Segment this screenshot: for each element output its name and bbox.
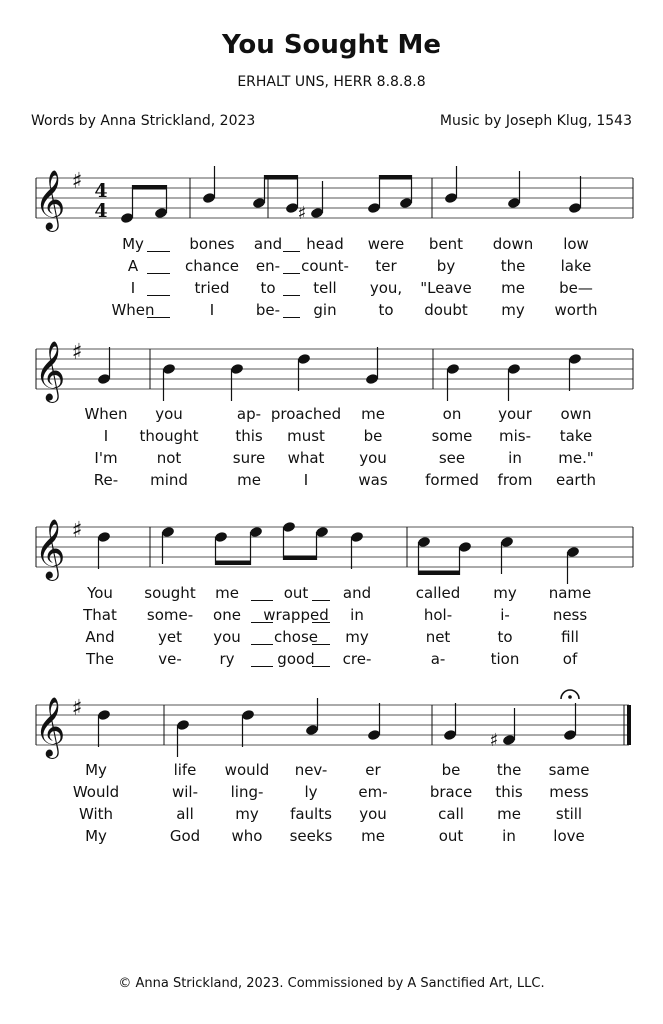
lyric-syllable: name <box>548 584 592 602</box>
lyric-extender-line <box>283 273 300 274</box>
lyric-syllable: on <box>442 405 462 423</box>
lyric-syllable: my <box>235 805 259 823</box>
key-signature-sharp-icon: ♯ <box>71 169 83 194</box>
lyric-syllable: and <box>253 235 283 253</box>
lyric-syllable: gin <box>313 301 337 319</box>
lyric-syllable: me." <box>558 449 594 467</box>
lyric-syllable: low <box>563 235 589 253</box>
lyric-syllable: chose <box>274 628 318 646</box>
lyric-syllable: formed <box>425 471 479 489</box>
key-signature-sharp-icon: ♯ <box>71 340 83 365</box>
lyric-syllable: fill <box>561 628 579 646</box>
lyric-syllable: my <box>493 584 517 602</box>
lyric-syllable: some <box>431 427 473 445</box>
copyright-notice: © Anna Strickland, 2023. Commissioned by A Sanctified Art, LLC. <box>118 976 545 991</box>
lyric-syllable: what <box>287 449 325 467</box>
lyric-syllable: nev- <box>294 761 328 779</box>
lyric-syllable: out <box>438 827 464 845</box>
lyric-syllable: bent <box>428 235 464 253</box>
lyric-syllable: from <box>497 471 533 489</box>
lyric-syllable: me <box>497 805 521 823</box>
lyric-syllable: I <box>209 301 215 319</box>
lyric-syllable: be- <box>255 301 281 319</box>
lyric-syllable: the <box>496 761 522 779</box>
lyric-syllable: proached <box>270 405 342 423</box>
lyric-syllable: love <box>553 827 585 845</box>
lyric-syllable: thought <box>139 427 199 445</box>
lyric-syllable: That <box>83 606 117 624</box>
lyric-syllable: ap- <box>236 405 262 423</box>
sharp-accidental-icon: ♯ <box>297 203 307 224</box>
lyric-syllable: I'm <box>94 449 118 467</box>
beam <box>284 556 317 561</box>
lyric-syllable: see <box>438 449 466 467</box>
lyric-syllable: When <box>111 301 155 319</box>
time-signature-bottom: 4 <box>94 200 108 222</box>
key-signature-sharp-icon: ♯ <box>71 518 83 543</box>
treble-clef-icon: 𝄞 <box>34 697 66 757</box>
beam <box>133 185 167 190</box>
lyric-syllable: I <box>103 427 109 445</box>
lyric-syllable: by <box>436 257 456 275</box>
lyric-syllable: were <box>367 235 405 253</box>
lyric-syllable: me <box>215 584 239 602</box>
lyric-syllable: sure <box>232 449 266 467</box>
lyric-syllable: my <box>501 301 525 319</box>
lyric-syllable: and <box>342 584 372 602</box>
lyric-syllable: lake <box>560 257 592 275</box>
lyric-syllable: chance <box>185 257 239 275</box>
lyric-syllable: one <box>213 606 241 624</box>
lyric-syllable: You <box>87 584 113 602</box>
lyric-syllable: seeks <box>289 827 333 845</box>
lyric-syllable: Re- <box>93 471 119 489</box>
lyric-syllable: faults <box>290 805 332 823</box>
lyric-syllable: sought <box>144 584 196 602</box>
lyric-syllable: tried <box>194 279 230 297</box>
lyric-syllable: to <box>497 628 513 646</box>
lyric-syllable: be <box>363 427 383 445</box>
lyric-extender-line <box>312 622 330 623</box>
lyric-extender-line <box>251 600 273 601</box>
lyric-syllable: mess <box>549 783 589 801</box>
lyric-syllable: My <box>85 827 107 845</box>
lyric-syllable: When <box>84 405 128 423</box>
lyric-syllable: head <box>306 235 344 253</box>
lyric-syllable: still <box>555 805 583 823</box>
beam <box>380 175 412 180</box>
lyric-syllable: to <box>260 279 276 297</box>
lyric-syllable: ve- <box>158 650 182 668</box>
lyric-syllable: I <box>130 279 136 297</box>
lyric-syllable: life <box>173 761 197 779</box>
lyric-syllable: ling- <box>230 783 264 801</box>
lyric-syllable: a- <box>430 650 446 668</box>
lyric-syllable: wrapped <box>263 606 329 624</box>
lyric-syllable: wil- <box>171 783 199 801</box>
lyric-syllable: in <box>502 827 516 845</box>
lyric-syllable: worth <box>554 301 598 319</box>
lyric-syllable: to <box>378 301 394 319</box>
lyric-extender-line <box>147 273 170 274</box>
lyric-extender-line <box>312 644 330 645</box>
lyric-syllable: em- <box>358 783 388 801</box>
lyric-syllable: this <box>495 783 523 801</box>
lyric-syllable: you <box>359 805 387 823</box>
lyric-syllable: all <box>176 805 194 823</box>
lyric-syllable: A <box>127 257 139 275</box>
lyric-syllable: down <box>492 235 534 253</box>
lyric-syllable: en- <box>255 257 281 275</box>
lyric-syllable: call <box>438 805 464 823</box>
lyric-syllable: out <box>283 584 309 602</box>
lyric-extender-line <box>283 251 300 252</box>
lyric-syllable: me <box>361 405 385 423</box>
lyric-syllable: And <box>85 628 115 646</box>
lyric-syllable: who <box>231 827 263 845</box>
lyric-extender-line <box>147 251 170 252</box>
lyric-syllable: me <box>361 827 385 845</box>
lyric-syllable: My <box>85 761 107 779</box>
lyric-syllable: my <box>345 628 369 646</box>
treble-clef-icon: 𝄞 <box>34 170 66 230</box>
lyric-syllable: tion <box>490 650 520 668</box>
lyric-extender-line <box>283 295 300 296</box>
lyric-syllable: tell <box>313 279 337 297</box>
lyric-extender-line <box>312 666 330 667</box>
music-credit: Music by Joseph Klug, 1543 <box>439 113 632 129</box>
lyric-syllable: yet <box>158 628 182 646</box>
lyric-syllable: With <box>78 805 114 823</box>
lyric-syllable: the <box>500 257 526 275</box>
lyric-syllable: er <box>365 761 381 779</box>
lyric-syllable: me <box>501 279 525 297</box>
fermata-dot <box>568 695 572 699</box>
hymn-title: You Sought Me <box>221 30 442 60</box>
lyric-syllable: ness <box>552 606 588 624</box>
lyric-syllable: must <box>287 427 325 445</box>
lyric-syllable: you, <box>369 279 403 297</box>
lyric-syllable: hol- <box>423 606 453 624</box>
lyric-syllable: same <box>548 761 590 779</box>
lyric-extender-line <box>251 622 273 623</box>
lyric-syllable: me <box>237 471 261 489</box>
lyric-syllable: "Leave <box>420 279 472 297</box>
lyric-syllable: i- <box>500 606 510 624</box>
lyric-syllable: earth <box>556 471 596 489</box>
lyric-syllable: The <box>86 650 114 668</box>
lyric-syllable: cre- <box>342 650 372 668</box>
lyric-syllable: mis- <box>498 427 532 445</box>
lyric-syllable: own <box>560 405 592 423</box>
lyric-syllable: Would <box>72 783 120 801</box>
lyric-syllable: you <box>359 449 387 467</box>
lyric-syllable: count- <box>301 257 349 275</box>
tune-name: ERHALT UNS, HERR 8.8.8.8 <box>237 74 426 90</box>
treble-clef-icon: 𝄞 <box>34 519 66 579</box>
lyric-syllable: called <box>415 584 461 602</box>
sharp-accidental-icon: ♯ <box>489 730 499 751</box>
lyric-syllable: God <box>169 827 201 845</box>
beam <box>419 571 460 576</box>
lyric-syllable: you <box>155 405 183 423</box>
time-signature-top: 4 <box>94 180 108 202</box>
lyric-syllable: be— <box>559 279 593 297</box>
treble-clef-icon: 𝄞 <box>34 341 66 401</box>
lyric-syllable: net <box>425 628 451 646</box>
lyric-syllable: not <box>156 449 182 467</box>
lyric-syllable: ly <box>304 783 318 801</box>
key-signature-sharp-icon: ♯ <box>71 696 83 721</box>
lyric-syllable: this <box>235 427 263 445</box>
final-barline <box>627 705 631 745</box>
lyric-syllable: your <box>498 405 532 423</box>
lyric-syllable: brace <box>429 783 473 801</box>
lyric-syllable: of <box>562 650 578 668</box>
lyric-extender-line <box>147 317 170 318</box>
lyric-syllable: was <box>358 471 388 489</box>
lyric-syllable: bones <box>189 235 235 253</box>
lyric-syllable: ry <box>219 650 235 668</box>
lyric-extender-line <box>251 666 273 667</box>
lyric-syllable: some- <box>146 606 194 624</box>
lyric-syllable: My <box>122 235 144 253</box>
lyric-extender-line <box>312 600 330 601</box>
lyric-syllable: take <box>559 427 593 445</box>
lyric-syllable: ter <box>375 257 397 275</box>
lyric-syllable: would <box>224 761 270 779</box>
beam <box>216 561 251 566</box>
words-credit: Words by Anna Strickland, 2023 <box>31 113 256 129</box>
beam <box>265 175 298 180</box>
lyric-syllable: mind <box>150 471 188 489</box>
lyric-syllable: doubt <box>424 301 468 319</box>
lyric-extender-line <box>147 295 170 296</box>
lyric-syllable: you <box>213 628 241 646</box>
lyric-syllable: in <box>508 449 522 467</box>
lyric-syllable: I <box>303 471 309 489</box>
lyric-syllable: in <box>350 606 364 624</box>
lyric-extender-line <box>283 317 300 318</box>
lyric-syllable: good <box>277 650 315 668</box>
lyric-extender-line <box>251 644 273 645</box>
lyric-syllable: be <box>441 761 461 779</box>
